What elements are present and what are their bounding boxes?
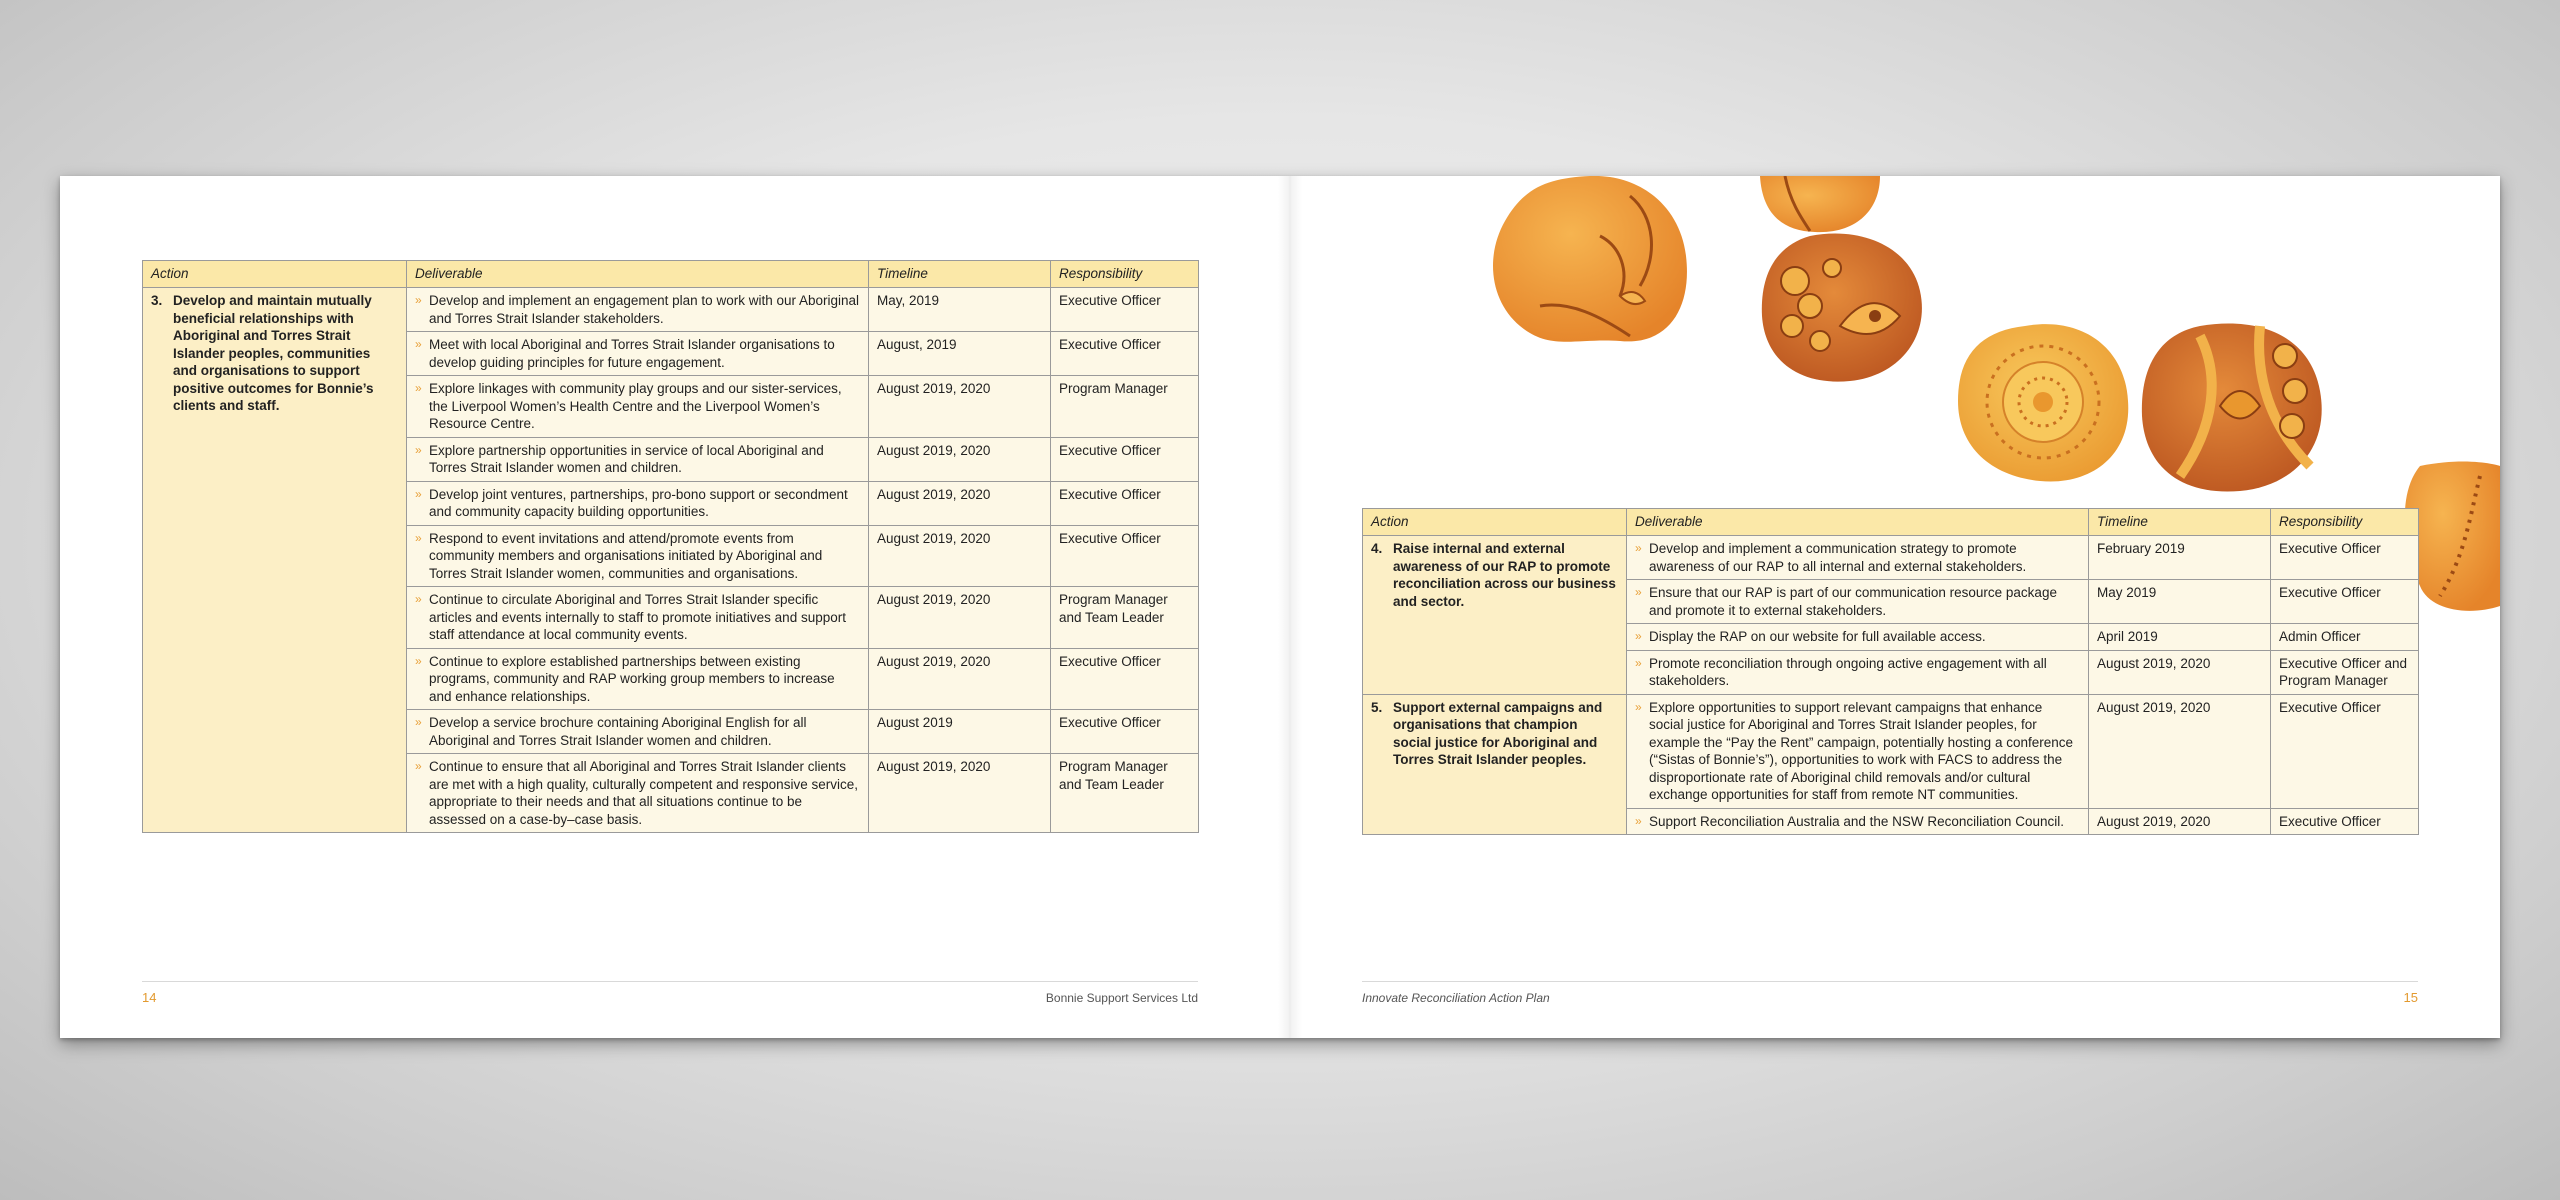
left-page-number: 14 [142, 990, 157, 1005]
left-footer-text: Bonnie Support Services Ltd [1045, 991, 1198, 1005]
timeline-cell: August, 2019 [869, 332, 1051, 376]
right-footer-rule [1362, 981, 2418, 982]
timeline-cell: August 2019, 2020 [869, 437, 1051, 481]
action-cell [1363, 536, 1627, 695]
right-action-table [1362, 508, 2419, 835]
action-cell [143, 288, 407, 833]
timeline-cell: February 2019 [2089, 536, 2271, 580]
responsibility-cell: Executive Officer [2271, 694, 2419, 808]
deliverable-cell: » Explore opportunities to support relevant campaigns that enhance social justice for Aboriginal and Torres Strait Islander peoples, for example the “Pay the Rent” campaign, potentially hosting a conference (“Sistas of Bonnie’s”), opportunities to work with FACS to address the disproportionate rate of Aboriginal child removals and/or cultural exchange opportunities for staff from remote NT communities. [1627, 694, 2089, 808]
column-header-deliverable: Deliverable [1627, 509, 2089, 536]
deliverable-cell: » Respond to event invitations and attend/promote events from community members and organisations initiated by Aboriginal and Torres Strait Islander women, communities and organisations. [407, 525, 869, 587]
left-footer-rule [142, 981, 1198, 982]
responsibility-cell: Program Manager [1051, 376, 1199, 438]
page-gutter [1278, 176, 1302, 1038]
action-cell [1363, 694, 1627, 835]
deliverable-cell: » Develop and implement an engagement plan to work with our Aboriginal and Torres Strait Islander stakeholders. [407, 288, 869, 332]
deliverable-cell: » Display the RAP on our website for full available access. [1627, 624, 2089, 651]
stone-2 [1760, 176, 1880, 232]
responsibility-cell: Admin Officer [2271, 624, 2419, 651]
column-header-timeline: Timeline [2089, 509, 2271, 536]
timeline-cell: August 2019, 2020 [869, 648, 1051, 710]
responsibility-cell: Executive Officer [1051, 437, 1199, 481]
responsibility-cell: Executive Officer [2271, 536, 2419, 580]
timeline-cell: April 2019 [2089, 624, 2271, 651]
action-number: 5. [1371, 699, 1383, 715]
column-header-timeline: Timeline [869, 261, 1051, 288]
timeline-cell: August 2019 [869, 710, 1051, 754]
column-header-responsibility: Responsibility [1051, 261, 1199, 288]
responsibility-cell: Executive Officer [2271, 580, 2419, 624]
responsibility-cell: Executive Officer [2271, 808, 2419, 835]
brochure-spread [60, 176, 2500, 1038]
responsibility-cell: Executive Officer [1051, 648, 1199, 710]
deliverable-cell: » Explore linkages with community play groups and our sister-services, the Liverpool Women’s Health Centre and the Liverpool Women’s Resource Centre. [407, 376, 869, 438]
timeline-cell: August 2019, 2020 [869, 481, 1051, 525]
table-row [1363, 536, 2419, 580]
timeline-cell: May 2019 [2089, 580, 2271, 624]
timeline-cell: August 2019, 2020 [2089, 694, 2271, 808]
deliverable-cell: » Continue to circulate Aboriginal and Torres Strait Islander specific articles and events internally to staff to promote initiatives and support staff attendance at local community events. [407, 587, 869, 649]
deliverable-cell: » Promote reconciliation through ongoing active engagement with all stakeholders. [1627, 650, 2089, 694]
responsibility-cell: Executive Officer and Program Manager [2271, 650, 2419, 694]
column-header-action: Action [1363, 509, 1627, 536]
deliverable-cell: » Support Reconciliation Australia and the NSW Reconciliation Council. [1627, 808, 2089, 835]
action-text: Develop and maintain mutually beneficial relationships with Aboriginal and Torres Strait Islander peoples, communities and organisations to support positive outcomes for Bonnie’s clients and staff. [173, 293, 374, 413]
action-text: Raise internal and external awareness of our RAP to promote reconciliation across our business and sector. [1393, 541, 1616, 609]
table-header-row [143, 261, 1199, 288]
responsibility-cell: Executive Officer [1051, 710, 1199, 754]
deliverable-cell: » Continue to ensure that all Aboriginal and Torres Strait Islander clients are met with a high quality, culturally competent and responsive service, appropriate to their needs and that all situations continue to be assessed on a case-by–case basis. [407, 754, 869, 833]
deliverable-cell: » Develop and implement a communication strategy to promote awareness of our RAP to all internal and external stakeholders. [1627, 536, 2089, 580]
action-number: 3. [151, 293, 163, 308]
responsibility-cell: Executive Officer [1051, 481, 1199, 525]
deliverable-cell: » Ensure that our RAP is part of our communication resource package and promote it to external stakeholders. [1627, 580, 2089, 624]
right-footer-text: Innovate Reconciliation Action Plan [1362, 991, 1550, 1005]
responsibility-cell: Program Manager and Team Leader [1051, 587, 1199, 649]
stone-3 [1762, 233, 1922, 381]
action-number: 4. [1371, 541, 1383, 556]
table-row [143, 288, 1199, 332]
deliverable-cell: » Develop a service brochure containing Aboriginal English for all Aboriginal and Torres Strait Islander women and children. [407, 710, 869, 754]
responsibility-cell: Program Manager and Team Leader [1051, 754, 1199, 833]
timeline-cell: May, 2019 [869, 288, 1051, 332]
deliverable-cell: » Meet with local Aboriginal and Torres Strait Islander organisations to develop guiding principles for future engagement. [407, 332, 869, 376]
stone-4 [1958, 324, 2128, 481]
deliverable-cell: » Develop joint ventures, partnerships, pro-bono support or secondment and community capacity building opportunities. [407, 481, 869, 525]
stone-6 [2405, 462, 2500, 611]
right-page-number: 15 [2403, 990, 2418, 1005]
table-row [1363, 694, 2419, 808]
timeline-cell: August 2019, 2020 [869, 587, 1051, 649]
timeline-cell: August 2019, 2020 [869, 754, 1051, 833]
left-action-table [142, 260, 1199, 833]
responsibility-cell: Executive Officer [1051, 525, 1199, 587]
action-text: Support external campaigns and organisations that champion social justice for Aboriginal and Torres Strait Islander peoples. [1393, 699, 1603, 767]
responsibility-cell: Executive Officer [1051, 332, 1199, 376]
deliverable-cell: » Continue to explore established partnerships between existing programs, community and RAP working group members to increase and enhance relationships. [407, 648, 869, 710]
timeline-cell: August 2019, 2020 [869, 376, 1051, 438]
timeline-cell: August 2019, 2020 [2089, 808, 2271, 835]
column-header-responsibility: Responsibility [2271, 509, 2419, 536]
timeline-cell: August 2019, 2020 [2089, 650, 2271, 694]
column-header-deliverable: Deliverable [407, 261, 869, 288]
column-header-action: Action [143, 261, 407, 288]
responsibility-cell: Executive Officer [1051, 288, 1199, 332]
table-header-row [1363, 509, 2419, 536]
stone-5 [2142, 324, 2322, 492]
deliverable-cell: » Explore partnership opportunities in service of local Aboriginal and Torres Strait Islander women and children. [407, 437, 869, 481]
stone-1 [1493, 176, 1687, 342]
timeline-cell: August 2019, 2020 [869, 525, 1051, 587]
